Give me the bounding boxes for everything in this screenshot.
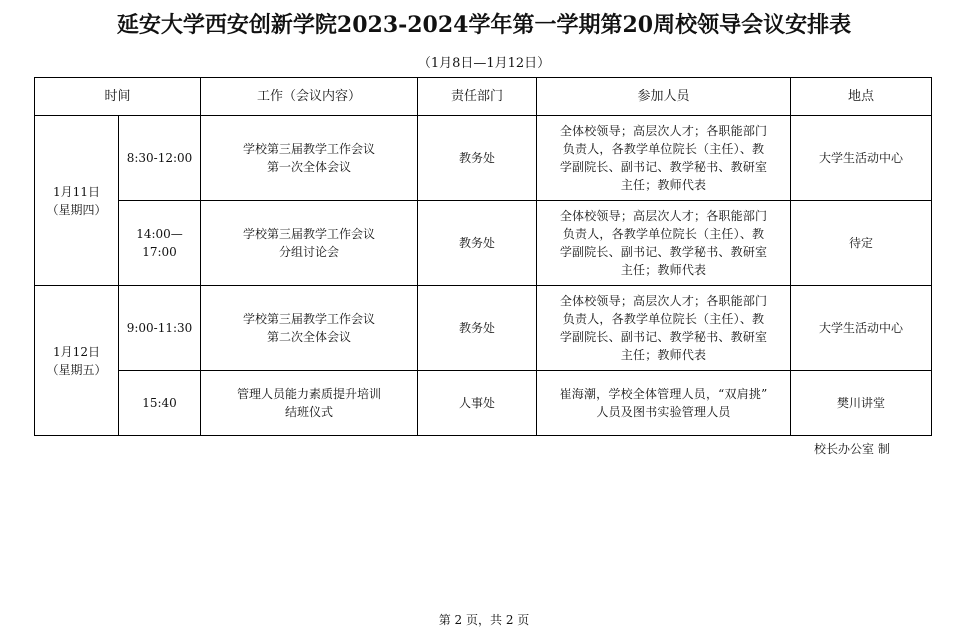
day-cell [35, 116, 119, 286]
header-department: 责任部门 [418, 78, 537, 116]
department-cell: 人事处 [418, 371, 537, 436]
time-cell: 9:00-11:30 [119, 286, 201, 371]
page-number-footer: 第 2 页，共 2 页 [438, 613, 530, 627]
table-row [35, 371, 932, 436]
header-time: 时间 [35, 78, 201, 116]
day-date: 1月11日 [53, 184, 100, 199]
work-cell: 学校第三届教学工作会议 分组讨论会 [201, 201, 418, 286]
document-title: 延安大学西安创新学院2023-2024学年第一学期第20周校领导会议安排表 [116, 12, 852, 38]
attendees-cell: 全体校领导；高层次人才；各职能部门 负责人，各教学单位院长（主任）、教 学副院长、副书记、教学秘书、教研室 主任；教师代表 [537, 116, 791, 201]
attendees-cell: 崔海潮，学校全体管理人员，“双肩挑” 人员及图书实验管理人员 [537, 371, 791, 436]
day-weekday: （星期四） [46, 202, 107, 217]
header-location: 地点 [791, 78, 932, 116]
time-cell: 14:00—17:00 [119, 201, 201, 286]
header-attendees: 参加人员 [537, 78, 791, 116]
attendees-cell: 全体校领导；高层次人才；各职能部门 负责人，各教学单位院长（主任）、教 学副院长、副书记、教学秘书、教研室 主任；教师代表 [537, 286, 791, 371]
work-cell: 学校第三届教学工作会议 第一次全体会议 [201, 116, 418, 201]
work-cell: 学校第三届教学工作会议 第二次全体会议 [201, 286, 418, 371]
attendees-cell: 全体校领导；高层次人才；各职能部门 负责人，各教学单位院长（主任）、教 学副院长、副书记、教学秘书、教研室 主任；教师代表 [537, 201, 791, 286]
date-range-subtitle: （1月8日—1月12日） [417, 56, 551, 71]
department-cell: 教务处 [418, 286, 537, 371]
time-cell: 15:40 [119, 371, 201, 436]
department-cell: 教务处 [418, 201, 537, 286]
location-cell: 大学生活动中心 [791, 116, 932, 201]
day-cell [35, 286, 119, 436]
meeting-schedule-table [34, 77, 932, 436]
table-row [35, 286, 932, 371]
location-cell: 樊川讲堂 [791, 371, 932, 436]
department-cell: 教务处 [418, 116, 537, 201]
header-work: 工作（会议内容） [201, 78, 418, 116]
table-header-row [35, 78, 932, 116]
location-cell: 大学生活动中心 [791, 286, 932, 371]
table-row [35, 116, 932, 201]
issuer-note: 校长办公室 制 [814, 442, 890, 456]
time-cell: 8:30-12:00 [119, 116, 201, 201]
day-weekday: （星期五） [46, 362, 107, 377]
day-date: 1月12日 [53, 344, 100, 359]
table-row [35, 201, 932, 286]
location-cell: 待定 [791, 201, 932, 286]
work-cell: 管理人员能力素质提升培训 结班仪式 [201, 371, 418, 436]
